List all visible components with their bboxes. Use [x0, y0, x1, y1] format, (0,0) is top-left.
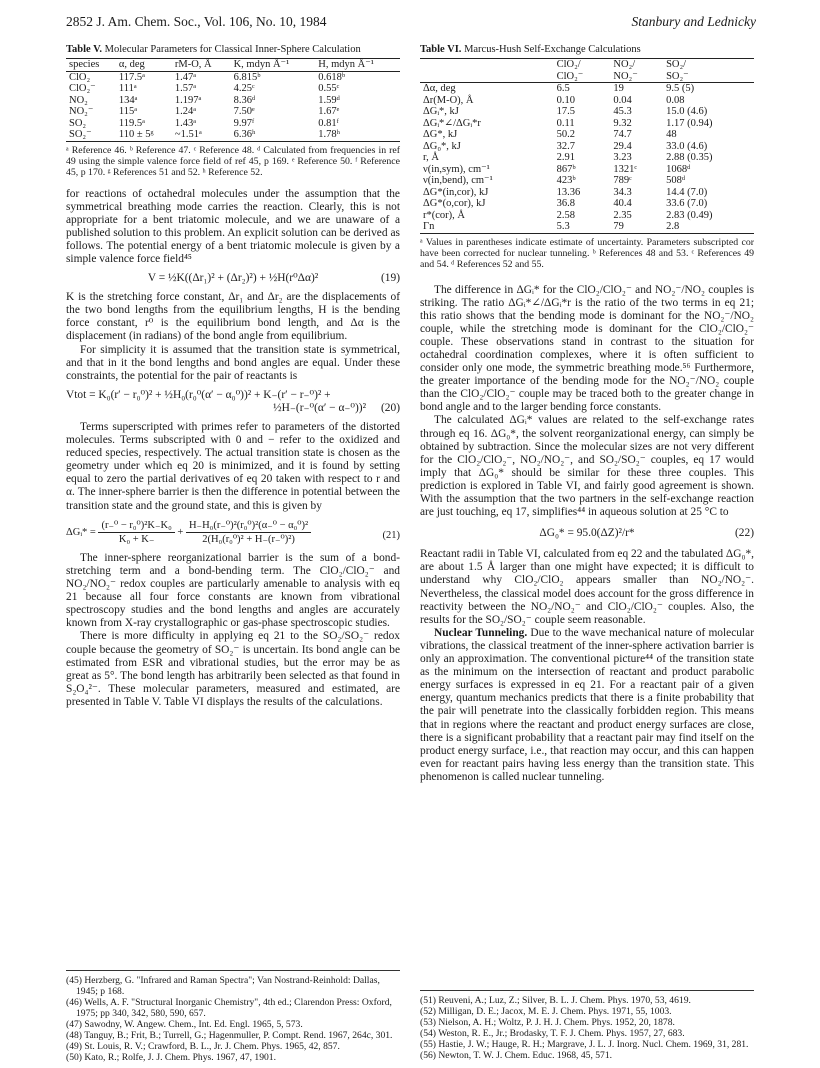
table6-cell: ΔG*(o,cor), kJ — [423, 198, 486, 209]
header-authors: Stanbury and Lednicky — [631, 14, 756, 29]
table6-cell: 2.83 (0.49) — [666, 209, 713, 221]
equation-number: (21) — [382, 529, 400, 541]
table5-row — [66, 71, 400, 83]
table6-cell: 1068ᵈ — [666, 163, 691, 175]
table6-cell: 423ᵇ — [556, 175, 576, 186]
footnote: (51) Reuveni, A.; Luz, Z.; Silver, B. L. J. Chem. Phys. 1970, 53, 4619. — [420, 995, 691, 1006]
table6-row — [420, 187, 754, 199]
paragraph: There is more difficulty in applying eq 21 to the SO₂/SO₂⁻ redox couple because the geometry of SO₂⁻ is uncertain. Its bond angle can be estimated from ESR and vibrational studies, but the error may be as great as 5°. The bond length has arbitrarily been selected as that found in S₂O₄²⁻. These molecular parameters, measured and estimated, are presented in Table V. Table VI displays the results of the calculations. — [66, 630, 400, 708]
table5 — [66, 58, 400, 142]
table5-cell: 1.67ᵉ — [318, 106, 340, 117]
table5-cell: 119.5ᵃ — [118, 117, 145, 129]
footnote: (48) Tanguy, B.; Frit, B.; Turrell, G.; Hagenmuller, P. Compt. Rend. 1967, 264c, 301. — [66, 1030, 393, 1041]
table6-cell: ΔGᵢ*, kJ — [423, 106, 459, 117]
table5-cell: 0.81ᶠ — [318, 117, 339, 129]
table6-cell: 1.17 (0.94) — [666, 117, 713, 129]
table6-row — [420, 83, 754, 95]
footnote: (47) Sawodny, W. Angew. Chem., Int. Ed. Engl. 1965, 5, 573. — [66, 1019, 303, 1030]
footnotes-right — [420, 990, 754, 1061]
table6-cell: ν(in,bend), cm⁻¹ — [423, 175, 493, 186]
equation-number: (19) — [381, 272, 400, 285]
footnote: (50) Kato, R.; Rolfe, J. J. Chem. Phys. 1967, 47, 1901. — [66, 1052, 276, 1063]
table5-cell: ClO₂⁻ — [69, 83, 96, 94]
table5-cell: 117.5ᵃ — [118, 71, 145, 83]
table5-cell: 1.59ᵈ — [318, 94, 340, 106]
paragraph: The inner-sphere reorganizational barrier is the sum of a bond-stretching term and a bond-bending term. The ClO₂/ClO₂⁻ and NO₂/NO₂⁻ redox couples are particularly amenable to analysis with eq 21 because all four force constants are known from vibrational spectroscopy studies and the bond lengths and angles are accurately known from X-ray crystallographic or gas-phase spectroscopic studies. — [66, 551, 400, 630]
table6-cell: r*(cor), Å — [423, 209, 465, 221]
equation-operator: + — [177, 526, 184, 538]
table5-row — [66, 83, 400, 95]
table6-row — [420, 95, 754, 107]
paragraph: For simplicity it is assumed that the transition state is symmetrical, and that in it the bond lengths and bond angles are equal. Under these constraints, the potential for the pair of reactants is — [66, 343, 400, 382]
footnotes-left — [66, 970, 400, 1063]
table5-cell: ClO₂ — [69, 71, 91, 83]
table5-cell: 8.36ᵈ — [233, 94, 256, 106]
table6-cell: 5.3 — [556, 221, 570, 232]
table6-title: Marcus-Hush Self-Exchange Calculations — [464, 44, 641, 55]
footnote: (55) Hastie, J. W.; Hauge, R. H.; Margrave, J. L. J. Inorg. Nucl. Chem. 1969, 31, 281. — [420, 1039, 749, 1050]
table6-cell: 74.7 — [613, 129, 632, 140]
table5-cell: 115ᵃ — [118, 106, 138, 117]
equation-19 — [66, 272, 400, 285]
table6-header-cell: SO₂/ — [666, 59, 687, 70]
table6-cell: 32.7 — [556, 140, 575, 152]
table6-cell: ΔG*, kJ — [423, 129, 458, 140]
table6-cell: 2.91 — [556, 152, 575, 163]
table5-cell: SO₂⁻ — [69, 129, 92, 140]
fraction-stretch — [98, 519, 174, 546]
table5-row — [66, 95, 400, 107]
table6-cell: 29.4 — [613, 140, 632, 152]
table6-cell: 13.36 — [556, 186, 581, 198]
table6-cell: 33.0 (4.6) — [666, 140, 708, 152]
table6-cell: 2.88 (0.35) — [666, 152, 713, 163]
table6-cell: 789ᶜ — [613, 175, 632, 186]
table5-header-row — [66, 59, 400, 72]
equation-21 — [66, 519, 400, 546]
header-journal-citation: 2852 J. Am. Chem. Soc., Vol. 106, No. 10, 1984 — [66, 14, 327, 29]
section-heading: Nuclear Tunneling. — [434, 626, 528, 639]
table6-header-cell: SO₂⁻ — [666, 70, 689, 82]
table6-header-blank — [420, 59, 554, 71]
table6-cell: ΔG*(in,cor), kJ — [423, 186, 489, 198]
table6-cell: 2.35 — [613, 209, 632, 221]
table6-cell: Δr(M-O), Å — [423, 94, 474, 106]
table5-title: Molecular Parameters for Classical Inner-Sphere Calculation — [104, 44, 361, 55]
table5-cell: 134ᵃ — [118, 94, 138, 106]
table5-header-cell: K, mdyn Å⁻¹ — [233, 59, 290, 70]
table5-cell: 1.78ʰ — [318, 129, 341, 140]
table6-cell: ν(in,sym), cm⁻¹ — [423, 163, 490, 175]
equation-body: V = ½K((Δr₁)² + (Δr₂)²) + ½H(r⁰Δα)² — [147, 272, 319, 285]
table6-header-row — [420, 71, 754, 83]
table6 — [420, 58, 754, 234]
table6-cell: 6.5 — [556, 83, 570, 94]
paragraph — [420, 627, 754, 784]
footnote: (52) Milligan, D. E.; Jacox, M. E. J. Chem. Phys. 1971, 55, 1003. — [420, 1006, 672, 1017]
table6-notes: ᵃ Values in parentheses indicate estimate of uncertainty. Parameters subscripted cor have been corrected for nuclear tunneling. ᵇ References 48 and 53. ᶜ References 49 and 54. ᵈ References 52 and 55. — [420, 236, 754, 270]
table5-cell: 9.97ᶠ — [233, 117, 255, 129]
table6-cell: 2.58 — [556, 209, 575, 221]
table5-row — [66, 106, 400, 118]
table5-header-cell: α, deg — [118, 59, 145, 70]
paragraph-text: Due to the wave mechanical nature of molecular vibrations, the classical treatment of the inner-sphere activation barrier is only an approximation. The conventional picture⁴⁴ of the transition state as the minimum on the intersection of reactant and product parabolic energy surfaces is expressed in eq 21. For a reactant pair of a given energy, quantum mechanics predicts that there is a finite probability that the pair will penetrate into the classically forbidden region. This means that in regions where the reactant and product energy surfaces are close, there is a significant probability that a reactant pair may find itself on the product energy surface, i.e., that reaction may occur, and this can happen even for reactant pairs having less energy than the transition state. This phenomenon is called nuclear tunneling. — [420, 626, 754, 783]
table6-cell: Δα, deg — [423, 83, 456, 94]
table6-row — [420, 164, 754, 176]
table5-label: Table V. — [66, 44, 102, 55]
table5-cell: SO₂ — [69, 117, 87, 129]
table6-row — [420, 210, 754, 222]
table6-cell: 19 — [613, 83, 624, 94]
equation-number: (22) — [735, 527, 754, 540]
table5-header-cell: species — [69, 59, 100, 70]
footnote: (46) Wells, A. F. "Structural Inorganic Chemistry", 4th ed.; Clarendon Press: Oxford, 1975; pp 340, 342, 580, 590, 657. — [66, 997, 392, 1019]
table6-header-cell: NO₂/ — [613, 59, 636, 70]
equation-20-cont — [66, 402, 400, 415]
table6-cell: 14.4 (7.0) — [666, 186, 708, 198]
table6-cell: 0.10 — [556, 94, 575, 106]
paragraph: The calculated ΔGᵢ* values are related to the self-exchange rates through eq 16. ΔG₀*, the solvent reorganizational energy, can simply be obtained by subtraction. Since the molecular sizes are not very different for the ClO₂/ClO₂⁻, NO₂/NO₂⁻, and SO₂/SO₂⁻ couples, eq 17 would imply that ΔG₀* should be similar for these three couples. This prediction is explored in Table VI, and fairly good agreement is shown. With the assumption that the two partners in the self-exchange reaction are just touching, eq 17, simplifies⁴⁴ in aqueous solution at 25 °C to — [420, 414, 754, 519]
table5-cell: 6.36ʰ — [233, 129, 256, 140]
table5-cell: 1.24ᵃ — [174, 106, 197, 117]
table6-cell: 3.23 — [613, 152, 632, 163]
right-column — [420, 44, 754, 784]
table5-cell: 110 ± 5ᵍ — [118, 129, 154, 140]
table5-cell: 1.57ᵃ — [174, 83, 197, 94]
table6-cell: 15.0 (4.6) — [666, 106, 708, 117]
table5-cell: 7.50ᵉ — [233, 106, 255, 117]
table6-cell: 45.3 — [613, 106, 632, 117]
fraction-numerator: H₋H₀(r₋⁰)²(r₀⁰)²(α₋⁰ − α₀⁰)² — [186, 519, 311, 533]
table6-cell: 36.8 — [556, 198, 575, 209]
paragraph: Terms superscripted with primes refer to parameters of the distorted molecules. Terms subscripted with 0 and − refer to the oxidized and reduced species, respectively. The actual transition state is chosen as the geometry under which eq 20 is minimized, and it is found by setting equal to zero the partial derivatives of eq 20 taken with respect to r and α. The inner-sphere barrier is then the difference in potential between the transition state and the ground state, and this is given by — [66, 421, 400, 512]
table5-cell: NO₂ — [69, 94, 88, 106]
table6-row — [420, 118, 754, 130]
equation-lhs: ΔGᵢ* = — [66, 526, 96, 538]
equation-20 — [66, 389, 400, 402]
table5-cell: 0.55ᶜ — [318, 83, 340, 94]
table6-header-cell: NO₂⁻ — [613, 70, 638, 82]
fraction-denominator: 2(H₀(r₀⁰)² + H₋(r₋⁰)²) — [202, 533, 295, 545]
table6-cell: r, Å — [423, 152, 439, 163]
table6-header-cell: ClO₂/ — [556, 59, 581, 70]
table6-cell: 9.5 (5) — [666, 83, 695, 94]
table6-header-blank — [420, 71, 554, 83]
table5-cell: 6.815ᵇ — [233, 71, 261, 83]
fraction-bend — [186, 519, 311, 546]
table6-header-row — [420, 59, 754, 71]
paragraph: for reactions of octahedral molecules under the assumption that the symmetrical breathing mode carries the reaction. Clearly, this is not appropriate for a bent triatomic molecule, and we are unaware of a published solution to this problem. An explicit solution can be derived as follows. The potential energy of a bent triatomic molecule is given by a simple valence force field⁴⁵ — [66, 187, 400, 265]
table5-row — [66, 129, 400, 141]
table6-cell: 0.11 — [556, 117, 575, 129]
table5-cell: 4.25ᶜ — [233, 83, 255, 94]
equation-number: (20) — [381, 401, 400, 414]
table6-cell: 40.4 — [613, 198, 632, 209]
table6-cell: ΔGᵢ*∠/ΔGᵢ*r — [423, 117, 481, 129]
equation-line: ½H₋(r₋⁰(α′ − α₋⁰))² — [273, 401, 366, 414]
equation-line: Vtot = K₀(r′ − r₀⁰)² + ½H₀(r₀⁰(α′ − α₀⁰))² + K₋(r′ − r₋⁰)² + — [66, 388, 331, 401]
table5-cell: NO₂⁻ — [69, 106, 94, 117]
table6-header-cell: ClO₂⁻ — [556, 70, 584, 82]
running-header — [66, 14, 756, 34]
table6-cell: 50.2 — [556, 129, 575, 140]
table6-cell: 34.3 — [613, 186, 632, 198]
table6-row — [420, 141, 754, 153]
table6-row — [420, 129, 754, 141]
table6-cell: 33.6 (7.0) — [666, 198, 708, 209]
table5-header-cell: H, mdyn Å⁻¹ — [318, 59, 374, 70]
table6-cell: 508ᵈ — [666, 175, 686, 186]
table5-row — [66, 118, 400, 130]
table6-cell: Γn — [423, 221, 435, 232]
table5-caption — [66, 44, 400, 56]
table6-cell: 2.8 — [666, 221, 680, 232]
table5-cell: ~1.51ᵃ — [174, 129, 202, 140]
footnote: (45) Herzberg, G. "Infrared and Raman Spectra"; Van Nostrand-Reinhold: Dallas, 1945; p 168. — [66, 975, 380, 997]
table6-cell: 79 — [613, 221, 624, 232]
table5-cell: 0.618ᵇ — [318, 71, 346, 83]
equation-22 — [420, 527, 754, 540]
table6-cell: 1321ᶜ — [613, 163, 638, 175]
table5-cell: 111ᵃ — [118, 83, 137, 94]
table6-cell: 9.32 — [613, 117, 632, 129]
table6-cell: 0.08 — [666, 94, 685, 106]
table6-cell: 867ᵇ — [556, 163, 576, 175]
footnote: (53) Nielson, A. H.; Woltz, P. J. H. J. Chem. Phys. 1952, 20, 1878. — [420, 1017, 675, 1028]
left-column — [66, 44, 400, 709]
fraction-numerator: (r₋⁰ − r₀⁰)²K₋K₀ — [98, 519, 174, 533]
table6-cell: ΔG₀*, kJ — [423, 140, 461, 152]
table6-caption — [420, 44, 754, 56]
table6-row — [420, 198, 754, 210]
table5-cell: 1.43ᵃ — [174, 117, 197, 129]
table5-header-cell: rM-O, Å — [174, 59, 212, 70]
table5-cell: 1.47ᵃ — [174, 71, 197, 83]
table6-row — [420, 152, 754, 164]
equation-body: ΔG₀* = 95.0(ΔZ)²/r* — [539, 527, 635, 540]
table6-cell: 48 — [666, 129, 677, 140]
footnote: (54) Weston, R. E., Jr.; Brodasky, T. F. J. Chem. Phys. 1957, 27, 683. — [420, 1028, 685, 1039]
table6-cell: 0.04 — [613, 94, 632, 106]
fraction-denominator: K₀ + K₋ — [118, 533, 155, 545]
table6-cell: 17.5 — [556, 106, 575, 117]
table6-label: Table VI. — [420, 44, 462, 55]
paragraph: K is the stretching force constant, Δr₁ and Δr₂ are the displacements of the two bond lengths from the equilibrium lengths, H is the bending force constant, r⁰ is the equilibrium bond length, and Δα is the displacement (in radians) of the bond angle from equilibrium. — [66, 291, 400, 343]
table6-row — [420, 221, 754, 233]
footnote: (56) Newton, T. W. J. Chem. Educ. 1968, 45, 571. — [420, 1050, 613, 1061]
table6-row — [420, 175, 754, 187]
table6-row — [420, 106, 754, 118]
paragraph: The difference in ΔGᵢ* for the ClO₂/ClO₂⁻ and NO₂⁻/NO₂ couples is striking. The ratio ΔGᵢ*∠/ΔGᵢ*r is the ratio of the two terms in eq 21; this ratio shows that the bending mode is dominant for the NO₂⁻/NO₂ couple, while the stretching mode is dominant for the ClO₂/ClO₂⁻ couple. These observations stand in contrast to the situation for octahedral coordination complexes, where it is often sufficient to consider only one mode, the symmetric breathing mode.⁵⁶ Furthermore, the greater importance of the bending mode for the NO₂⁻/NO₂ couple than the ClO₂/ClO₂⁻ couple may be traced both to the greater change in bond angle and to the larger bending force constants. — [420, 283, 754, 414]
paragraph: Reactant radii in Table VI, calculated from eq 22 and the tabulated ΔG₀*, are about 1.5 Å larger than one might have expected; it is difficult to understand why ClO₂/ClO₂ appears smaller than NO₂/NO₂⁻. Nevertheless, the classical model does account for the gross difference in reactivity between the NO₂/NO₂⁻ and ClO₂/ClO₂⁻ couples. Also, the results for the SO₂/SO₂⁻ couple seem reasonable. — [420, 548, 754, 626]
table5-notes: ᵃ Reference 46. ᵇ Reference 47. ᶜ Reference 48. ᵈ Calculated from frequencies in ref 49 using the simple valence force field of ref 45, p 169. ᵉ Reference 50. ᶠ Reference 45, p 170. ᵍ References 51 and 52. ʰ Reference 52. — [66, 144, 400, 178]
table5-cell: 1.197ᵃ — [174, 94, 202, 106]
footnote: (49) St. Louis, R. V.; Crawford, B. L., Jr. J. Chem. Phys. 1965, 42, 857. — [66, 1041, 340, 1052]
